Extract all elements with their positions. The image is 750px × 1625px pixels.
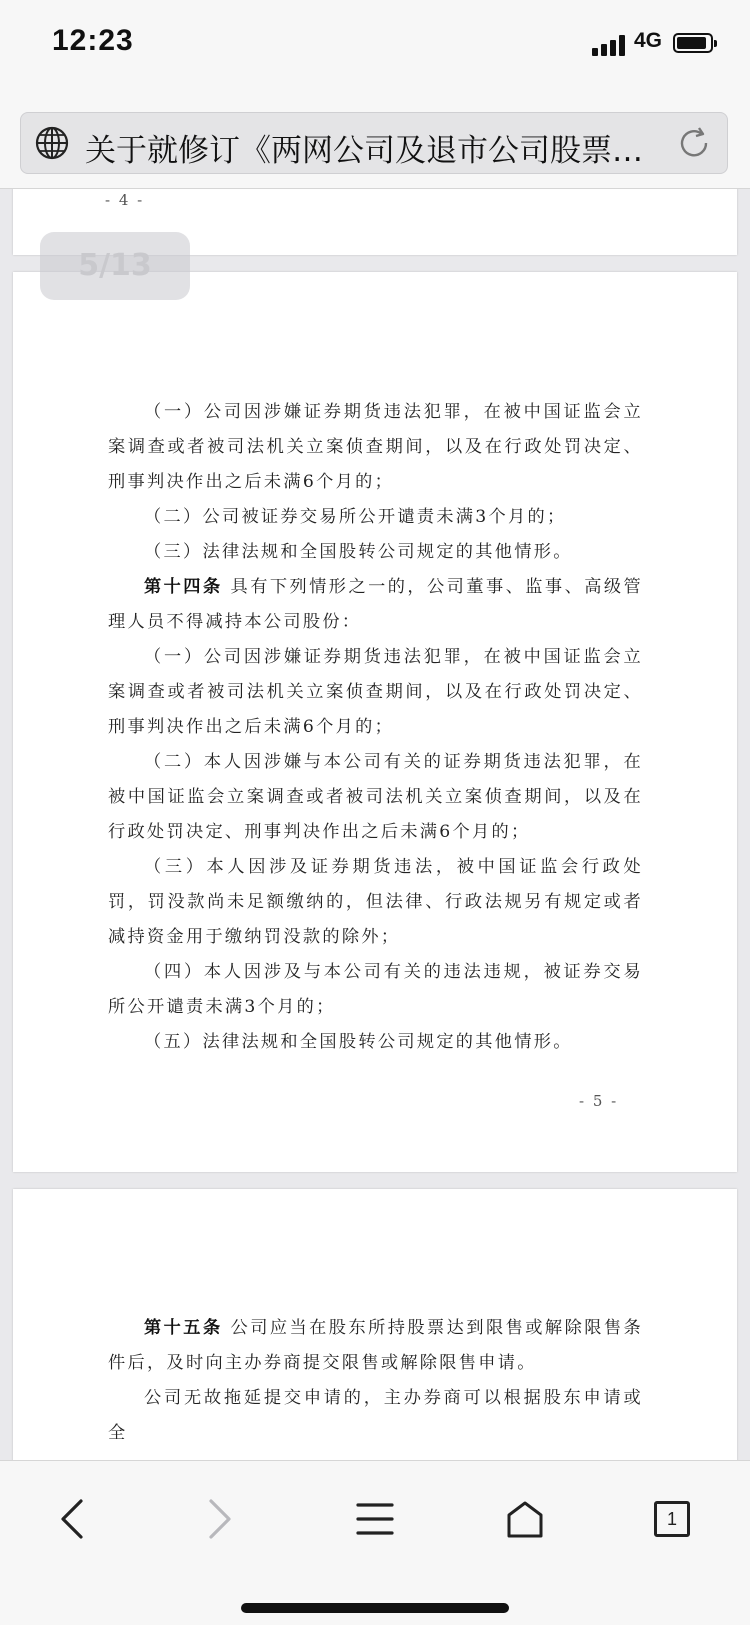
article-heading: 第十五条 (144, 1318, 223, 1338)
page-number: - 5 - (579, 1092, 619, 1110)
signal-icon (592, 34, 628, 56)
bottom-toolbar (0, 1460, 750, 1625)
address-bar-area (0, 96, 750, 189)
paragraph: （二）本人因涉嫌与本公司有关的证券期货违法犯罪，在被中国证监会立案调查或者被司法机关立案侦查期间，以及在行政处罚决定、刑事判决作出之后未满6个月的； (108, 752, 643, 842)
home-button[interactable] (495, 1489, 555, 1549)
reload-icon[interactable] (675, 124, 713, 162)
forward-button[interactable] (190, 1489, 250, 1549)
page-number: - 4 - (105, 191, 145, 209)
paragraph-text: 具有下列情形之一的，公司董事、监事、高级管理人员不得减持本公司股份： (108, 577, 644, 632)
page-6-text (108, 1311, 643, 1451)
paragraph: 公司无故拖延提交申请的，主办券商可以根据股东申请或全 (108, 1388, 643, 1443)
back-button[interactable] (42, 1489, 102, 1549)
battery-icon (673, 33, 713, 53)
address-bar[interactable] (20, 112, 728, 174)
back-icon (57, 1497, 87, 1541)
article-heading: 第十四条 (144, 577, 223, 597)
page-5-text (108, 395, 643, 1060)
paragraph (108, 570, 643, 640)
menu-button[interactable] (345, 1489, 405, 1549)
paragraph (108, 1311, 643, 1381)
status-time: 12:23 (52, 24, 134, 57)
paragraph: （三）本人因涉及证券期货违法，被中国证监会行政处罚，罚没款尚未足额缴纳的，但法律、行政法规另有规定或者减持资金用于缴纳罚没款的除外； (108, 857, 643, 947)
paragraph: （五）法律法规和全国股转公司规定的其他情形。 (144, 1032, 573, 1052)
tabs-button[interactable] (642, 1489, 702, 1549)
tabs-icon (654, 1501, 690, 1537)
page-5 (13, 272, 737, 1172)
paragraph: （一）公司因涉嫌证券期货违法犯罪，在被中国证监会立案调查或者被司法机关立案侦查期间，以及在行政处罚决定、刑事判决作出之后未满6个月的； (108, 647, 643, 737)
network-type: 4G (634, 29, 663, 52)
forward-icon (205, 1497, 235, 1541)
paragraph: （一）公司因涉嫌证券期货违法犯罪，在被中国证监会立案调查或者被司法机关立案侦查期间，以及在行政处罚决定、刑事判决作出之后未满6个月的； (108, 402, 643, 492)
paragraph: （二）公司被证券交易所公开谴责未满3个月的； (144, 507, 567, 527)
globe-icon (35, 126, 69, 160)
home-icon (505, 1499, 545, 1539)
tabs-count: 1 (666, 1508, 677, 1529)
status-bar (0, 0, 750, 96)
home-indicator (241, 1603, 509, 1613)
page-6 (13, 1189, 737, 1460)
pdf-viewer[interactable] (0, 189, 750, 1460)
menu-icon (355, 1501, 395, 1537)
page-indicator: 5/13 (40, 232, 190, 300)
paragraph-text: 公司应当在股东所持股票达到限售或解除限售条件后，及时向主办券商提交限售或解除限售申请。 (108, 1318, 644, 1373)
paragraph: （三）法律法规和全国股转公司规定的其他情形。 (144, 542, 573, 562)
paragraph: （四）本人因涉及与本公司有关的违法违规，被证券交易所公开谴责未满3个月的； (108, 962, 643, 1017)
page-title[interactable]: 关于就修订《两网公司及退市公司股票… (85, 133, 643, 169)
